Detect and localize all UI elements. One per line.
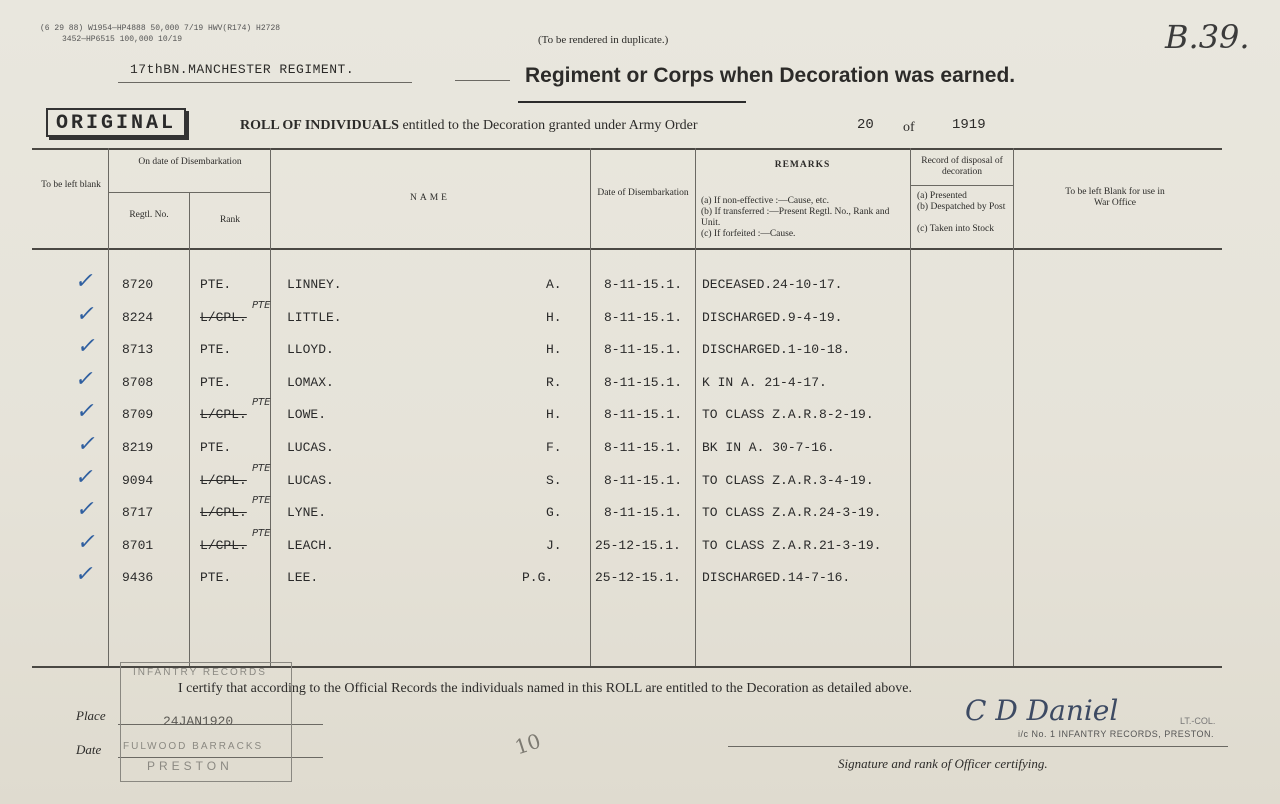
roll-title-middle: entitled to the Decoration granted under Army Order	[402, 118, 698, 133]
row-surname: LOMAX.	[287, 375, 334, 390]
reference-number: B.39.	[1165, 18, 1250, 56]
row-regtl-no: 9094	[122, 473, 154, 488]
col-header-on-date: On date of Disembarkation	[138, 157, 242, 167]
roll-title-prefix: ROLL OF INDIVIDUALS	[240, 118, 399, 133]
rank-correction: PTE	[252, 300, 271, 311]
row-date: 8-11-15.1.	[604, 342, 683, 357]
row-rank: L/CPL.	[200, 505, 247, 520]
row-date: 25-12-15.1.	[595, 538, 681, 553]
row-surname: LITTLE.	[287, 310, 342, 325]
print-code-line-2: 3452—HP6515 100,000 10/19	[62, 35, 183, 44]
row-remarks: DISCHARGED.14-7-16.	[702, 570, 851, 585]
row-remarks: DISCHARGED.1-10-18.	[702, 342, 851, 357]
row-regtl-no: 9436	[122, 570, 154, 585]
check-mark-icon: ✓	[73, 367, 98, 392]
stamp-top: INFANTRY RECORDS	[133, 667, 267, 678]
row-initials: S.	[546, 473, 562, 488]
row-surname: LUCAS.	[287, 440, 334, 455]
stamp-line-3: FULWOOD BARRACKS	[123, 741, 264, 752]
row-rank: L/CPL.	[200, 473, 247, 488]
officer-rank-stamp: LT.-COL.	[1180, 716, 1216, 726]
disposal-a: (a) Presented	[917, 191, 967, 201]
row-date: 8-11-15.1.	[604, 505, 683, 520]
check-mark-icon: ✓	[74, 399, 99, 424]
row-initials: H.	[546, 342, 562, 357]
row-remarks: DECEASED.24-10-17.	[702, 277, 843, 292]
check-mark-icon: ✓	[73, 269, 98, 294]
certification-text: I certify that according to the Official Records the individuals named in this ROLL are entitled to the Decoration as detailed above.	[178, 681, 912, 696]
col-header-rank: Rank	[219, 215, 241, 225]
duplicate-note: (To be rendered in duplicate.)	[538, 34, 669, 46]
row-remarks: DISCHARGED.9-4-19.	[702, 310, 843, 325]
row-surname: LEE.	[287, 570, 319, 585]
row-initials: G.	[546, 505, 562, 520]
row-regtl-no: 8224	[122, 310, 154, 325]
row-initials: A.	[546, 277, 562, 292]
col-header-regtl-no: Regtl. No.	[129, 210, 169, 220]
row-regtl-no: 8720	[122, 277, 154, 292]
rank-correction: PTE	[252, 397, 271, 408]
row-surname: LOWE.	[287, 407, 327, 422]
row-regtl-no: 8219	[122, 440, 154, 455]
disposal-b: (b) Despatched by Post	[917, 202, 1006, 212]
original-stamp: ORIGINAL	[46, 108, 186, 137]
row-initials: F.	[546, 440, 562, 455]
rank-correction: PTE	[252, 463, 271, 474]
place-label: Place	[76, 708, 106, 723]
remarks-b: (b) If transferred :—Present Regtl. No., Rank and Unit.	[701, 207, 890, 228]
row-date: 8-11-15.1.	[604, 440, 683, 455]
check-mark-icon: ✓	[74, 302, 99, 327]
row-rank: PTE.	[200, 277, 232, 292]
row-rank: PTE.	[200, 570, 232, 585]
row-rank: L/CPL.	[200, 310, 247, 325]
col-header-disposal: Record of disposal of decoration	[921, 156, 1003, 177]
officer-records-stamp: i/c No. 1 INFANTRY RECORDS, PRESTON.	[1018, 729, 1215, 739]
check-mark-icon: ✓	[73, 465, 98, 490]
remarks-c: (c) If forfeited :—Cause.	[701, 229, 796, 239]
col-header-name: NAME	[410, 193, 450, 203]
row-surname: LINNEY.	[287, 277, 342, 292]
unit-name: 17thBN.MANCHESTER REGIMENT.	[130, 62, 355, 77]
row-rank: PTE.	[200, 342, 232, 357]
rank-correction: PTE	[252, 495, 271, 506]
row-regtl-no: 8709	[122, 407, 154, 422]
stamp-bottom: PRESTON	[147, 759, 233, 773]
col-header-remarks: REMARKS	[774, 160, 831, 170]
row-date: 25-12-15.1.	[595, 570, 681, 585]
row-surname: LEACH.	[287, 538, 334, 553]
check-mark-icon: ✓	[75, 432, 100, 457]
row-surname: LYNE.	[287, 505, 327, 520]
army-order-year: 1919	[952, 117, 986, 133]
row-initials: P.G.	[522, 570, 554, 585]
signature-caption: Signature and rank of Officer certifying.	[838, 756, 1048, 771]
print-code-line-1: (6 29 88) W1954—HP4888 50,000 7/19 HWV(R174) H2728	[40, 24, 281, 33]
stamp-date: 24JAN1920	[163, 714, 234, 729]
row-rank: PTE.	[200, 440, 232, 455]
row-remarks: BK IN A. 30-7-16.	[702, 440, 835, 455]
remarks-a: (a) If non-effective :—Cause, etc.	[701, 196, 830, 206]
row-regtl-no: 8717	[122, 505, 154, 520]
regiment-heading: Regiment or Corps when Decoration was earned.	[525, 64, 1016, 87]
army-order-number: 20	[857, 117, 874, 133]
col-header-left-blank: To be left blank	[41, 180, 101, 190]
check-mark-icon: ✓	[75, 334, 100, 359]
row-remarks: K IN A. 21-4-17.	[702, 375, 827, 390]
row-remarks: TO CLASS Z.A.R.3-4-19.	[702, 473, 874, 488]
roll-title	[240, 118, 698, 134]
col-header-date: Date of Disembarkation	[597, 188, 689, 198]
row-rank: PTE.	[200, 375, 232, 390]
check-mark-icon: ✓	[74, 497, 99, 522]
officer-signature: C D Daniel	[965, 694, 1119, 727]
row-initials: H.	[546, 407, 562, 422]
row-initials: J.	[546, 538, 562, 553]
row-rank: L/CPL.	[200, 407, 247, 422]
row-date: 8-11-15.1.	[604, 473, 683, 488]
check-mark-icon: ✓	[73, 562, 98, 587]
margin-note: 10	[511, 728, 544, 760]
row-date: 8-11-15.1.	[604, 277, 683, 292]
row-initials: H.	[546, 310, 562, 325]
date-label: Date	[76, 742, 102, 757]
records-office-stamp	[120, 662, 292, 782]
row-rank: L/CPL.	[200, 538, 247, 553]
rank-correction: PTE	[252, 528, 271, 539]
row-remarks: TO CLASS Z.A.R.8-2-19.	[702, 407, 874, 422]
row-regtl-no: 8708	[122, 375, 154, 390]
col-header-war-office: To be left Blank for use in War Office	[1065, 187, 1165, 208]
row-surname: LUCAS.	[287, 473, 334, 488]
row-remarks: TO CLASS Z.A.R.21-3-19.	[702, 538, 882, 553]
row-date: 8-11-15.1.	[604, 310, 683, 325]
row-initials: R.	[546, 375, 562, 390]
row-surname: LLOYD.	[287, 342, 334, 357]
row-date: 8-11-15.1.	[604, 407, 683, 422]
row-date: 8-11-15.1.	[604, 375, 683, 390]
row-regtl-no: 8701	[122, 538, 154, 553]
row-regtl-no: 8713	[122, 342, 154, 357]
row-remarks: TO CLASS Z.A.R.24-3-19.	[702, 505, 882, 520]
disposal-c: (c) Taken into Stock	[917, 224, 994, 234]
check-mark-icon: ✓	[75, 530, 100, 555]
roll-title-of: of	[903, 120, 915, 135]
